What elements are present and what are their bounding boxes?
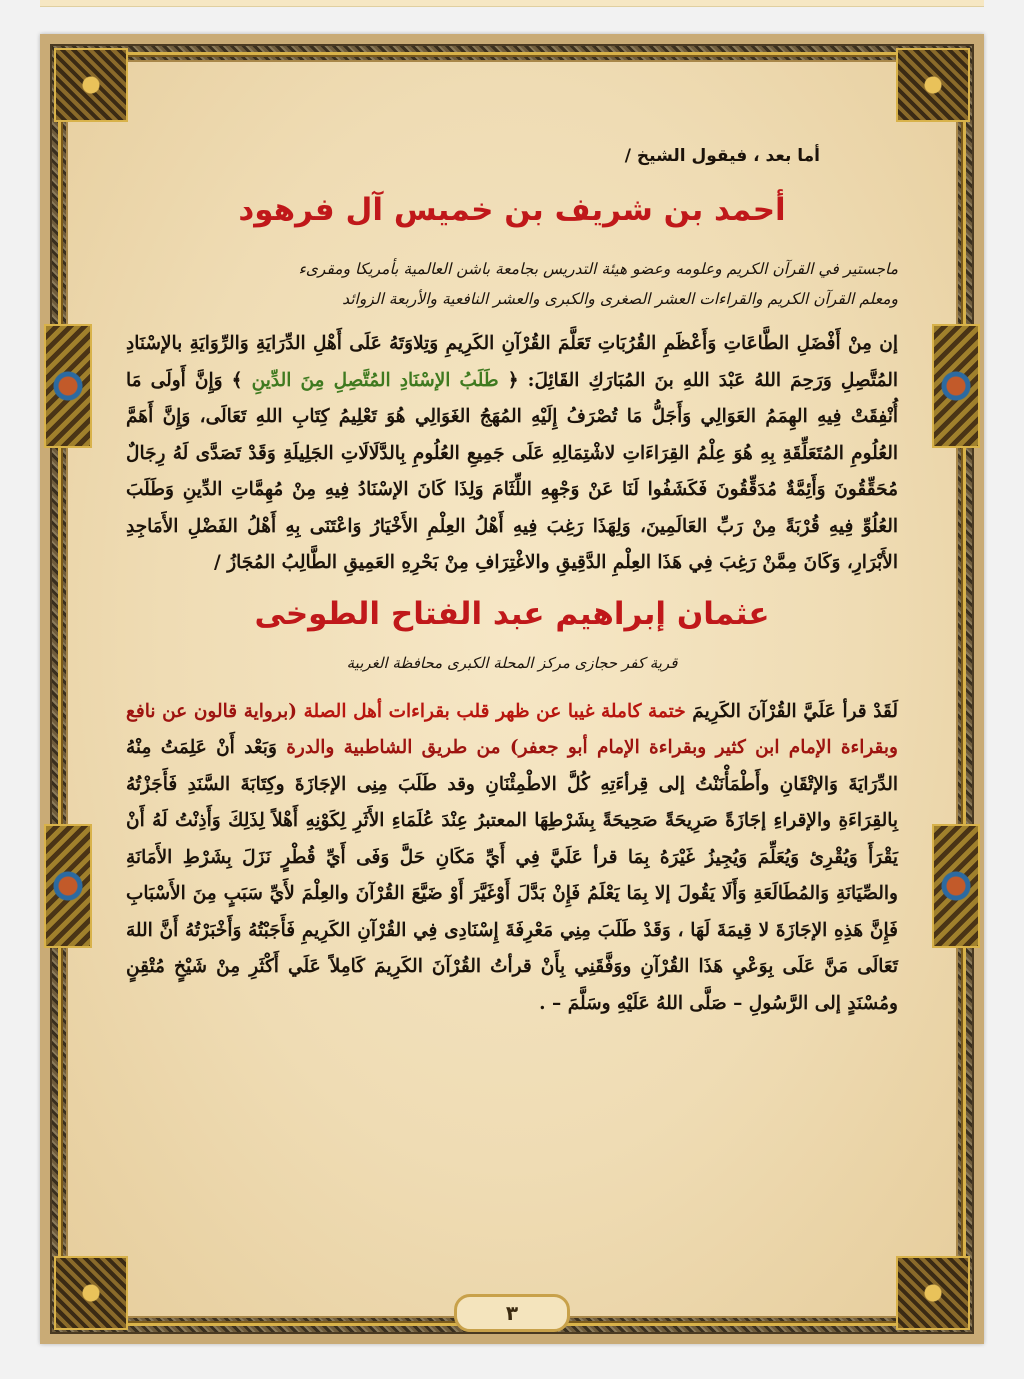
corner-ornament-icon <box>54 1256 128 1330</box>
corner-ornament-icon <box>54 48 128 122</box>
paragraph-text: لَقَدْ قرأ عَلَيَّ القُرْآنَ الكَرِيمَ <box>692 700 898 722</box>
sheikh-name: أحمد بن شريف بن خميس آل فرهود <box>238 192 786 228</box>
hadith-quote: طَلَبُ الإسْنَادِ المُتَّصِلِ مِنَ الدِّينِ <box>251 369 499 391</box>
corner-ornament-icon <box>896 48 970 122</box>
corner-ornament-icon <box>896 1256 970 1330</box>
previous-page-edge <box>40 0 984 7</box>
ijaza-paragraph <box>126 694 898 1023</box>
side-ornament-icon <box>932 824 980 948</box>
page-number: ٣ <box>454 1294 570 1332</box>
student-name: عثمان إبراهيم عبد الفتاح الطوخى <box>254 595 770 632</box>
khatma-text: ختمة كاملة غيبا عن ظهر قلب بقراءات أهل الصلة <box>303 700 686 722</box>
paragraph-text: إن مِنْ أَفْضَلِ الطَّاعَاتِ وَأَعْظَمِ القُرُبَاتِ تَعَلَّمَ القُرْآنِ الكَرِيمِ وَتِلاوَتَهُ عَلَى أَهْلِ الدِّرَايَةِ وَالرِّوَايَةِ بالإسْنَادِ المُتَّصِلِ وَرَحِمَ اللهُ عَبْدَ اللهِ بنَ المُبَارَكِ القَائِلَ: ﴿ <box>126 333 898 391</box>
certificate-content <box>126 104 898 1022</box>
certificate-page <box>40 34 984 1344</box>
side-ornament-icon <box>44 824 92 948</box>
side-ornament-icon <box>44 324 92 448</box>
side-ornament-icon <box>932 324 980 448</box>
sheikh-title-line: ومعلم القرآن الكريم والقراءات العشر الصغرى والكبرى والعشر النافعية والأربعة الزوائد <box>342 290 898 308</box>
riwaya-text: (برواية قالون عن نافع وبقراءة الإمام ابن كثير وبقراءة الإمام أبو جعفر) من طريق الشاطبية والدرة <box>126 700 898 758</box>
sheikh-titles <box>126 254 898 314</box>
paragraph-text: وَبَعْد أَنْ عَلِمَتُ مِنْهُ الدِّرَايَةَ وَالإتْقَانِ وأَطْمَأْنَنْتُ إلى قِرأءَتِهِ كُلَّ الاطْمِئْنَانِ وقد طَلَبَ مِنِى الإجَازَةَ وكِتَابَةَ السَّنَدِ فَأَجَزْتُهُ بِالقِرَاءَةِ والإقراءِ إجَازَةً صَرِيحَةً صَحِيحَةً بِشَرْطِهَا المعتبرُ عِنْدَ عُلَمَاءِ الأَثَرِ لِكَوْنِهِ أَهْلاً لِذَلِكَ وَأَذِنْتُ لَهُ أَنْ يَقْرَأَ وَيُقْرِئ وَيُعَلِّمَ وَيُجِيزُ غَيْرَهُ بِمَا قرأ عَلَيَّ فِي أَيِّ مَكَانِ حَلَّ وَفَى أَيِّ قُطْرٍ نَزَلَ بِشَرْطِ الأَمَانَةِ والصِّيَانَةِ وَالمُطَالَعَةِ وَأَلَا يَقُولَ إلا بِمَا يَعْلَمُ فَإِنْ بَدَّلَ أَوْغَيَّرَ أَوْ ضَيَّعَ القُرْآنَ والعِلْمَ لأَيِّ سَبَبٍ مِنَ الأَسْبَابِ فَإِنَّ هَذِهِ الإجَازَةَ لا قِيمَةَ لَهَا ، وَقَدْ طَلَبَ مِنِي مَعْرِفَةَ إِسْنَادِى فِي القُرْآنِ الكَرِيمِ فَأَجَبْتُهُ وَأَخْبَرْتُهُ أَنَّ اللهَ تَعَالَى مَنَّ عَلَى بِوَعْيِ هَذَا القُرْآنِ ووَفَّقَنِي بِأَنْ قرأتُ القُرْآنَ الكَرِيمَ كَامِلاً عَلَي أَكْثَرِ مِنْ شَيْخٍ مُتْقِنٍ ومُسْنَدٍ إلى الرَّسُولِ – صَلَّى اللهُ عَلَيْهِ وسَلَّمَ – . <box>126 737 898 1014</box>
praise-paragraph <box>126 326 898 582</box>
student-village: قرية كفر حجازى مركز المحلة الكبرى محافظة الغربية <box>346 653 678 672</box>
sheikh-title-line: ماجستير في القرآن الكريم وعلومه وعضو هيئة التدريس بجامعة باشن العالمية بأمريكا ومقرىء <box>298 260 898 278</box>
paragraph-text: ﴾ وَإِنَّ أَولَى مَا أُنْفِقَتْ فِيهِ الهِمَمُ العَوَالِي وَأَجَلُّ مَا تُصْرَفُ إِلَيْهِ المُهَجُ الغَوَالِي هُوَ تَعْلِيمُ كِتَابِ اللهِ تَعَالَى، وَإِنَّ أَهَمَّ العُلُومِ المُتَعَلِّقَةِ بِهِ هُوَ عِلْمُ القِرَاءَاتِ لاشْتِمَالِهِ عَلَى جَمِيعِ العُلُومِ بِالدَّلَالَاتِ الجَلِيلَةِ وَقَدْ تَصَدَّى لَهُ رِجَالٌ مُحَقِّقُونَ وَأَئِمَّةٌ مُدَقِّقُونَ فَكَشَفُوا لَنَا عَنْ وَجْهِهِ اللِّثَامَ وَلِذَا كَانَ الإسْنَادُ فِيهِ مِنْ مُهِمَّاتِ الدِّينِ وَطَلَبَ العُلُوِّ فِيهِ قُرْبَةً مِنْ رَبِّ العَالَمِينَ، وَلِهَذَا رَغِبَ فِيهِ أَهْلُ العِلْمِ الأَخْيَارُ وَاعْتَنَى بِهِ أَهْلُ الفَضْلِ الأَمَاجِدِ الأَبْرَارِ، وَكَانَ مِمَّنْ رَغِبَ فِي هَذَا العِلْمِ الدَّقِيقِ والاغْتِرَافِ مِنْ بَحْرِهِ العَمِيقِ الطَّالِبُ المُجَازُ / <box>126 369 898 573</box>
intro-line: أما بعد ، فيقول الشيخ / <box>624 146 820 166</box>
